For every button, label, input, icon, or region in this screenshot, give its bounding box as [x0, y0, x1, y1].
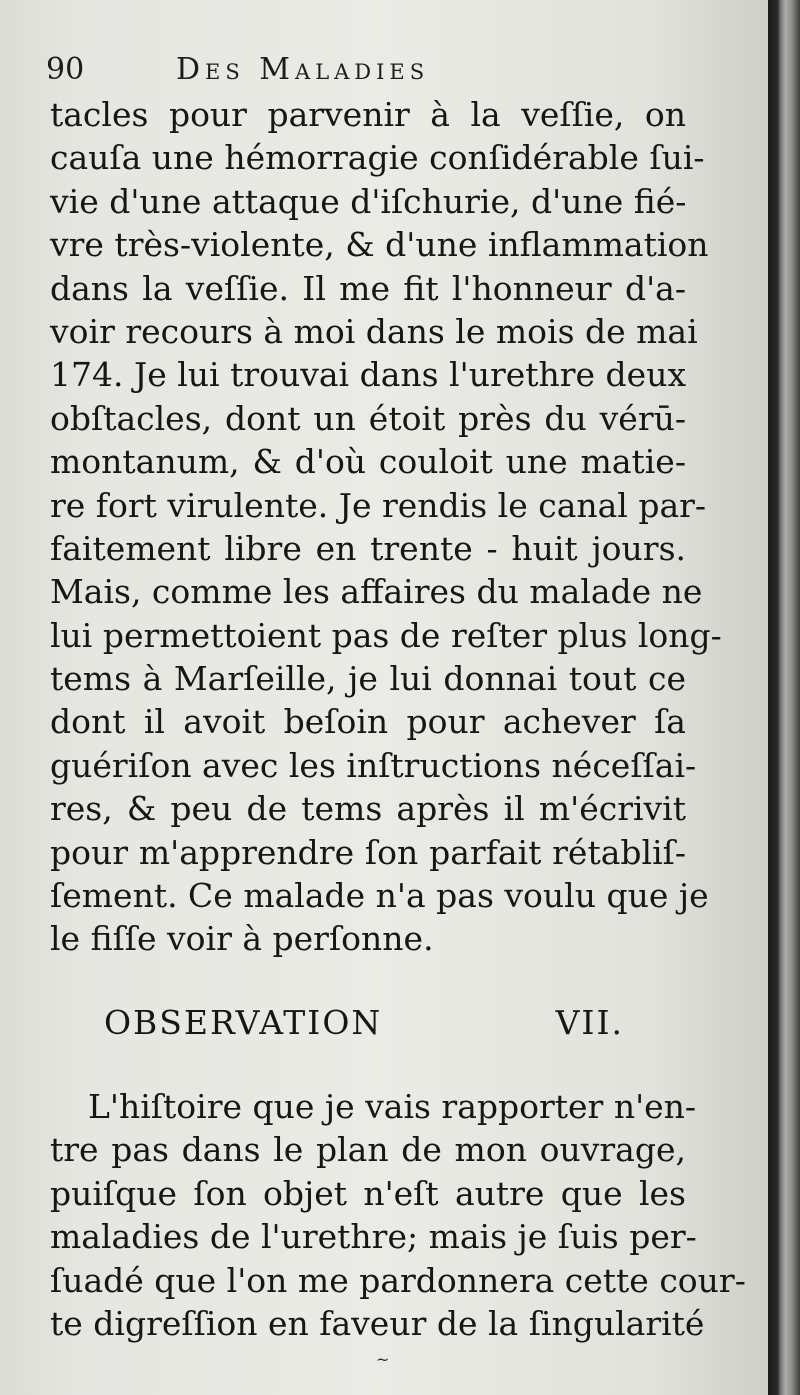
printer-mark: ~ [376, 1350, 390, 1369]
text-line: tacles pour parvenir à la veſſie, on [50, 95, 686, 134]
page-header [46, 48, 686, 92]
text-line: 174. Je lui trouvai dans l'urethre deux [50, 355, 687, 395]
text-line: obſtacles, dont un étoit près du vérū- [50, 398, 686, 438]
text-line: ſement. Ce malade n'a pas voulu que je [50, 876, 709, 916]
text-line: cauſa une hémorragie conſidérable ſui- [50, 138, 705, 178]
text-line: Mais, comme les affaires du malade ne [50, 572, 703, 612]
text-line: L'hiſtoire que je vais rapporter n'en- [88, 1087, 697, 1126]
paragraph-2 [50, 1085, 746, 1345]
text-line: lui permettoient pas de reſter plus long- [50, 615, 722, 655]
observation-heading: OBSERVATION VII. [104, 1003, 624, 1042]
text-line: pour m'apprendre ſon parfait rétabliſ- [50, 832, 686, 872]
page-edge [768, 0, 800, 1395]
text-line: tems à Marſeille, je lui donnai tout ce [50, 659, 686, 699]
text-line: re fort virulente. Je rendis le canal par- [50, 485, 707, 525]
text-line: faitement libre en trente - huit jours. [50, 528, 686, 568]
text-line: maladies de l'urethre; mais je ſuis per- [50, 1217, 697, 1257]
text-line: ſuadé que l'on me pardonnera cette cour- [50, 1260, 746, 1300]
text-line: dont il avoit beſoin pour achever ſa [50, 702, 686, 742]
text-line: montanum, & d'où couloit une matie- [50, 442, 686, 482]
text-line: vie d'une attaque d'iſchurie, d'une fié- [50, 181, 687, 221]
text-line: res, & peu de tems après il m'écrivit [50, 789, 686, 829]
text-line: te digreſſion en faveur de la ſingularité [50, 1303, 705, 1343]
paragraph-1 [50, 93, 722, 961]
text-line: tre pas dans le plan de mon ouvrage, [50, 1130, 686, 1170]
text-line: puiſque ſon objet n'eſt autre que les [50, 1173, 686, 1213]
running-head: Des Maladies [176, 52, 430, 87]
page-number: 90 [46, 52, 85, 87]
text-line: guériſon avec les inſtructions néceſſai- [50, 745, 697, 785]
text-line: voir recours à moi dans le mois de mai [50, 311, 698, 351]
text-line: dans la veſſie. Il me fit l'honneur d'a- [50, 268, 686, 308]
text-line: le fiſſe voir à perſonne. [50, 919, 434, 959]
text-line: vre très-violente, & d'une inflammation [50, 225, 709, 265]
